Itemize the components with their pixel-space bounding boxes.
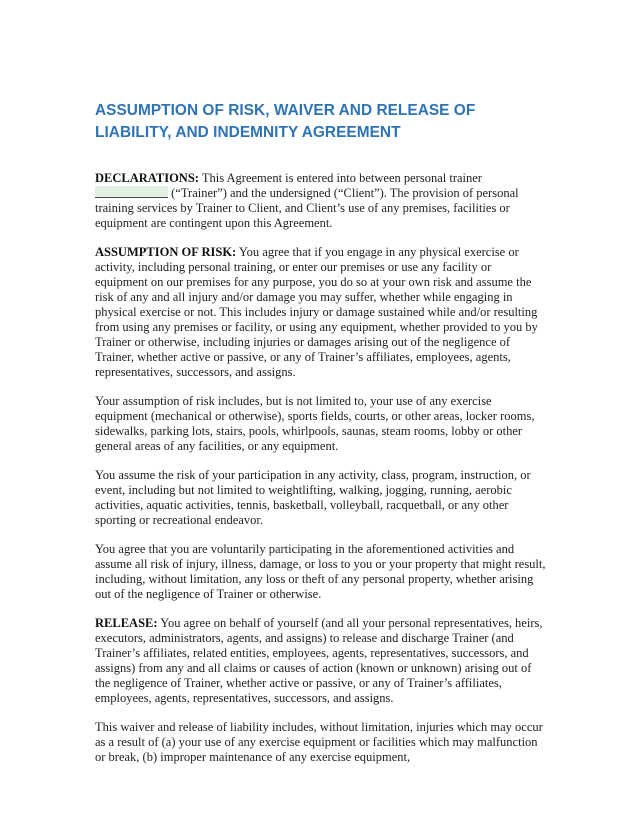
- waiver-paragraph: This waiver and release of liability includes, without limitation, injuries which may occur as a result of (a) your use of any exercise equipment or facilities which may malfunction or break, (b) improper maintenance of any exercise equipment,: [95, 720, 543, 764]
- equipment-paragraph: Your assumption of risk includes, but is not limited to, your use of any exercise equipment (mechanical or otherwise), sports fields, courts, or other areas, locker rooms, sidewalks, parking lots, stairs, pools, whirlpools, saunas, steam rooms, lobby or other general areas of any facilities, or any equipment.: [95, 394, 535, 453]
- assumption-of-risk-text: You agree that if you engage in any physical exercise or activity, including personal training, or enter our premises or use any facility or equipment on our premises for any purpose, you do so at your own risk and assume the risk of any and all injury and/or damage you may suffer, whether while engaging in physical exercise or not. This includes injury or damage sustained while and/or resulting from using any premises or facility, or using any equipment, whether provided to you by Trainer or otherwise, including injuries or damages arising out of the negligence of Trainer, whether active or passive, or any of Trainer’s affiliates, employees, agents, representatives, successors, and assigns.: [95, 245, 538, 379]
- release-paragraph: [95, 616, 547, 706]
- document-page: [95, 100, 547, 779]
- participation-paragraph: You assume the risk of your participation in any activity, class, program, instruction, or event, including but not limited to weightlifting, walking, jogging, running, aerobic activities, aquatic activities, tennis, basketball, volleyball, racquetball, or any other sporting or recreational endeavor.: [95, 468, 531, 527]
- declarations-label: DECLARATIONS:: [95, 171, 199, 185]
- release-text: You agree on behalf of yourself (and all your personal representatives, heirs, executors, administrators, agents, and assigns) to release and discharge Trainer (and Trainer’s affiliates, related entities, employees, agents, representatives, successors, and assigns) from any and all claims or causes of action (known or unknown) arising out of the negligence of Trainer, whether active or passive, or any of Trainer’s affiliates, employees, agents, representatives, successors, and assigns.: [95, 616, 543, 705]
- assumption-of-risk-paragraph: [95, 245, 547, 380]
- declarations-text-after: (“Trainer”) and the undersigned (“Client”). The provision of personal training services by Trainer to Client, and Client’s use of any premises, facilities or equipment are contingent upon this Agreement.: [95, 186, 519, 230]
- assumption-of-risk-label: ASSUMPTION OF RISK:: [95, 245, 237, 259]
- declarations-text-before: This Agreement is entered into between personal trainer: [198, 171, 482, 185]
- trainer-name-field[interactable]: [95, 186, 168, 198]
- declarations-paragraph: [95, 171, 547, 231]
- release-label: RELEASE:: [95, 616, 158, 630]
- voluntary-paragraph: You agree that you are voluntarily participating in the aforementioned activities and assume all risk of injury, illness, damage, or loss to you or your property that might result, including, without limitation, any loss or theft of any personal property, whether arising out of the negligence of Trainer or otherwise.: [95, 542, 546, 601]
- document-title: ASSUMPTION OF RISK, WAIVER AND RELEASE OF LIABILITY, AND INDEMNITY AGREEMENT: [95, 102, 476, 141]
